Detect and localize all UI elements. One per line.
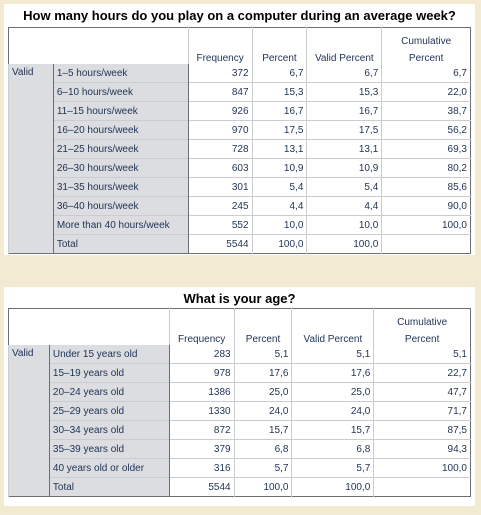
row-label: Total — [53, 235, 188, 254]
row-label: 40 years old or older — [49, 459, 169, 478]
frequency-cell: 728 — [188, 140, 252, 159]
table-row — [9, 159, 471, 178]
valid-label: Valid — [9, 345, 50, 497]
age-table-panel — [4, 287, 475, 506]
age-table-title: What is your age? — [183, 291, 296, 306]
valid-percent-cell: 10,0 — [307, 216, 382, 235]
table-row — [9, 121, 471, 140]
valid-percent-cell: 15,3 — [307, 83, 382, 102]
valid-percent-cell: 100,0 — [292, 478, 374, 497]
table-row — [9, 178, 471, 197]
cumulative-cell: 38,7 — [382, 102, 471, 121]
percent-cell: 10,9 — [252, 159, 307, 178]
row-label: 36–40 hours/week — [53, 197, 188, 216]
row-label: 21–25 hours/week — [53, 140, 188, 159]
percent-cell: 25,0 — [234, 383, 292, 402]
valid-percent-cell: 5,1 — [292, 345, 374, 364]
frequency-cell: 847 — [188, 83, 252, 102]
valid-percent-cell: 10,9 — [307, 159, 382, 178]
row-label: 15–19 years old — [49, 364, 169, 383]
frequency-cell: 372 — [188, 64, 252, 83]
frequency-cell: 301 — [188, 178, 252, 197]
cumulative-cell: 69,3 — [382, 140, 471, 159]
frequency-cell: 872 — [169, 421, 234, 440]
frequency-cell: 552 — [188, 216, 252, 235]
percent-cell: 10,0 — [252, 216, 307, 235]
row-label: 16–20 hours/week — [53, 121, 188, 140]
valid-percent-cell: 6,8 — [292, 440, 374, 459]
row-label: More than 40 hours/week — [53, 216, 188, 235]
hours-table-body — [9, 64, 471, 254]
cumulative-cell: 5,1 — [374, 345, 471, 364]
row-label: Under 15 years old — [49, 345, 169, 364]
valid-percent-header: Valid Percent — [307, 28, 382, 65]
percent-cell: 100,0 — [234, 478, 292, 497]
cumulative-header-top: Cumulative — [382, 28, 471, 48]
row-label: 26–30 hours/week — [53, 159, 188, 178]
hours-table-panel — [4, 4, 475, 255]
cumulative-cell: 47,7 — [374, 383, 471, 402]
corner-cell — [9, 309, 170, 346]
table-row — [9, 440, 471, 459]
table-row — [9, 345, 471, 364]
frequency-header: Frequency — [188, 28, 252, 65]
corner-cell — [9, 28, 189, 65]
valid-label: Valid — [9, 64, 54, 254]
row-label: 35–39 years old — [49, 440, 169, 459]
cumulative-cell: 6,7 — [382, 64, 471, 83]
cumulative-cell: 71,7 — [374, 402, 471, 421]
frequency-cell: 603 — [188, 159, 252, 178]
valid-percent-cell: 4,4 — [307, 197, 382, 216]
cumulative-cell: 94,3 — [374, 440, 471, 459]
row-label: 25–29 years old — [49, 402, 169, 421]
valid-percent-cell: 5,7 — [292, 459, 374, 478]
frequency-cell: 1330 — [169, 402, 234, 421]
frequency-cell: 970 — [188, 121, 252, 140]
table-row — [9, 102, 471, 121]
percent-cell: 5,4 — [252, 178, 307, 197]
cumulative-cell: 100,0 — [374, 459, 471, 478]
age-frequency-table — [8, 308, 471, 497]
percent-cell: 100,0 — [252, 235, 307, 254]
percent-cell: 13,1 — [252, 140, 307, 159]
table-row — [9, 478, 471, 497]
percent-cell: 5,1 — [234, 345, 292, 364]
valid-percent-cell: 13,1 — [307, 140, 382, 159]
row-label: 30–34 years old — [49, 421, 169, 440]
valid-percent-cell: 25,0 — [292, 383, 374, 402]
table-row — [9, 421, 471, 440]
row-label: 11–15 hours/week — [53, 102, 188, 121]
percent-header: Percent — [234, 309, 292, 346]
table-row — [9, 402, 471, 421]
percent-cell: 5,7 — [234, 459, 292, 478]
cumulative-cell: 90,0 — [382, 197, 471, 216]
age-table-body — [9, 345, 471, 497]
cumulative-cell: 22,7 — [374, 364, 471, 383]
cumulative-header-bottom: Percent — [374, 328, 471, 345]
valid-percent-cell: 100,0 — [307, 235, 382, 254]
cumulative-cell: 87,5 — [374, 421, 471, 440]
percent-cell: 15,7 — [234, 421, 292, 440]
valid-percent-header: Valid Percent — [292, 309, 374, 346]
valid-percent-cell: 6,7 — [307, 64, 382, 83]
table-row — [9, 459, 471, 478]
percent-cell: 17,5 — [252, 121, 307, 140]
row-label: 20–24 years old — [49, 383, 169, 402]
percent-cell: 4,4 — [252, 197, 307, 216]
valid-percent-cell: 24,0 — [292, 402, 374, 421]
percent-cell: 15,3 — [252, 83, 307, 102]
hours-table-title: How many hours do you play on a computer during an average week? — [23, 8, 456, 23]
hours-frequency-table — [8, 27, 471, 254]
cumulative-cell: 85,6 — [382, 178, 471, 197]
frequency-cell: 978 — [169, 364, 234, 383]
cumulative-cell — [382, 235, 471, 254]
table-row — [9, 197, 471, 216]
frequency-cell: 1386 — [169, 383, 234, 402]
frequency-cell: 5544 — [169, 478, 234, 497]
table-row — [9, 383, 471, 402]
row-label: Total — [49, 478, 169, 497]
table-row — [9, 216, 471, 235]
frequency-cell: 926 — [188, 102, 252, 121]
cumulative-header-bottom: Percent — [382, 47, 471, 64]
frequency-cell: 5544 — [188, 235, 252, 254]
valid-percent-cell: 17,6 — [292, 364, 374, 383]
percent-cell: 6,7 — [252, 64, 307, 83]
frequency-cell: 379 — [169, 440, 234, 459]
table-row — [9, 64, 471, 83]
cumulative-cell: 56,2 — [382, 121, 471, 140]
frequency-cell: 283 — [169, 345, 234, 364]
frequency-header: Frequency — [169, 309, 234, 346]
percent-cell: 17,6 — [234, 364, 292, 383]
valid-percent-cell: 17,5 — [307, 121, 382, 140]
percent-header: Percent — [252, 28, 307, 65]
cumulative-cell: 100,0 — [382, 216, 471, 235]
frequency-cell: 316 — [169, 459, 234, 478]
cumulative-cell — [374, 478, 471, 497]
valid-percent-cell: 15,7 — [292, 421, 374, 440]
row-label: 1–5 hours/week — [53, 64, 188, 83]
frequency-cell: 245 — [188, 197, 252, 216]
table-row — [9, 364, 471, 383]
percent-cell: 6,8 — [234, 440, 292, 459]
valid-percent-cell: 16,7 — [307, 102, 382, 121]
percent-cell: 24,0 — [234, 402, 292, 421]
cumulative-cell: 22,0 — [382, 83, 471, 102]
valid-percent-cell: 5,4 — [307, 178, 382, 197]
table-row — [9, 140, 471, 159]
cumulative-cell: 80,2 — [382, 159, 471, 178]
percent-cell: 16,7 — [252, 102, 307, 121]
table-row — [9, 235, 471, 254]
row-label: 31–35 hours/week — [53, 178, 188, 197]
row-label: 6–10 hours/week — [53, 83, 188, 102]
table-row — [9, 83, 471, 102]
cumulative-header-top: Cumulative — [374, 309, 471, 329]
